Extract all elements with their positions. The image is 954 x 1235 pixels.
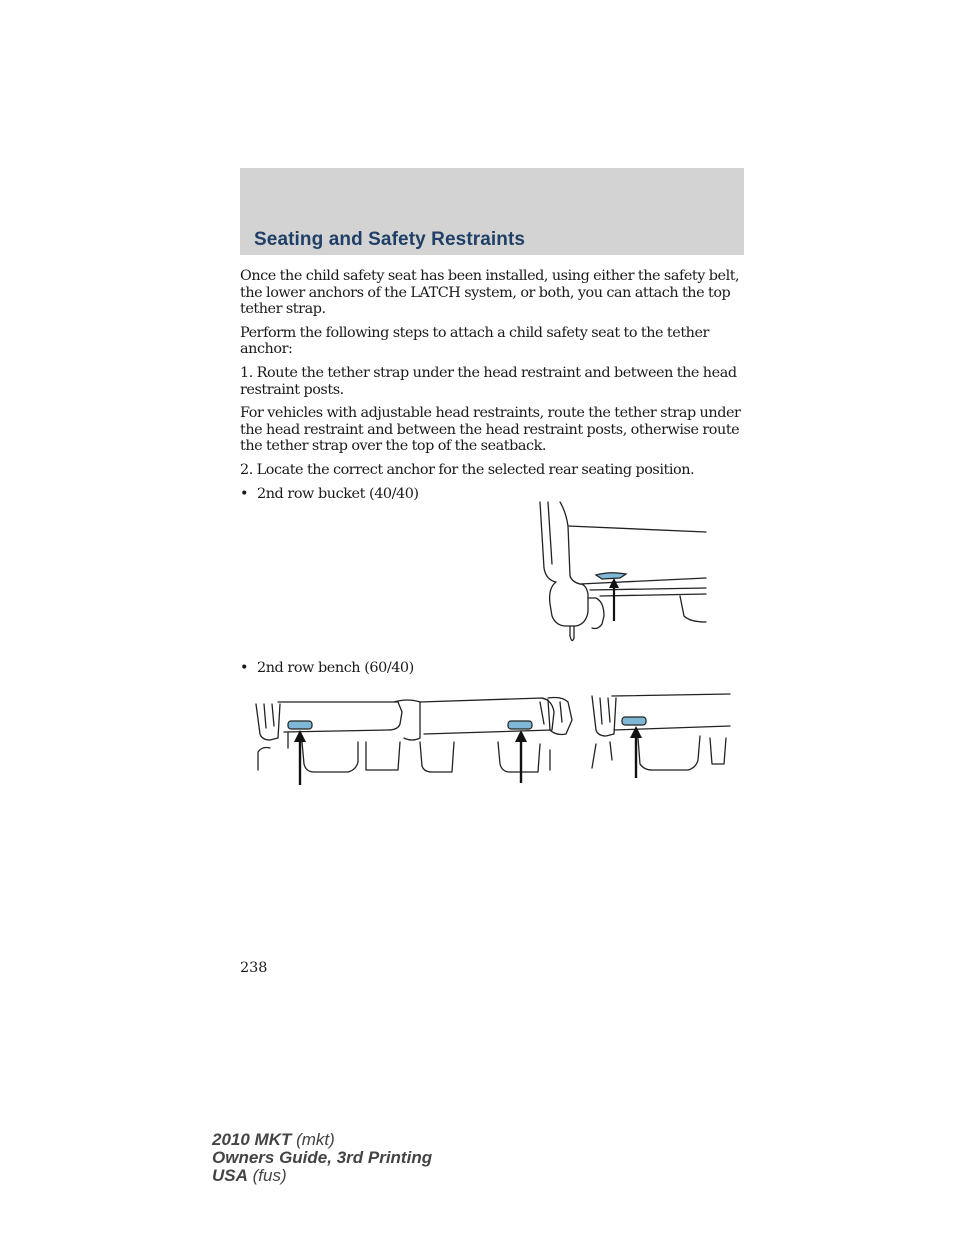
bullet-symbol: • xyxy=(240,486,249,502)
section-header-band xyxy=(240,168,744,255)
bullet-bench xyxy=(240,660,414,676)
tether-anchor-left-icon xyxy=(288,721,312,729)
footer-line-model: 2010 MKT (mkt) xyxy=(212,1130,335,1149)
arrow-up-icon xyxy=(630,726,642,738)
left-seat-side xyxy=(256,704,280,740)
seatback-edge-outer xyxy=(540,502,556,582)
tether-anchor-right-icon xyxy=(622,717,646,725)
paragraph-step-2: 2. Locate the correct anchor for the selected rear seating position. xyxy=(240,461,695,478)
bucket-seat-illustration xyxy=(530,498,712,648)
page-number: 238 xyxy=(240,960,268,976)
body-text xyxy=(240,268,744,486)
paragraph-intro: Once the child safety seat has been installed, using either the safety belt, the lower anchors of the LATCH system, or both, you can attach the top tether strap. xyxy=(240,268,740,318)
paragraph-step-1: 1. Route the tether strap under the head restraint and between the head restraint posts. xyxy=(240,364,737,398)
arrow-up-icon xyxy=(515,730,527,742)
bullet-bucket xyxy=(240,486,419,502)
paragraph-steps-intro: Perform the following steps to attach a child safety seat to the tether anchor: xyxy=(240,324,709,358)
footer-line-edition: Owners Guide, 3rd Printing xyxy=(212,1148,433,1167)
footer-line-market: USA (fus) xyxy=(212,1166,287,1185)
tether-anchor-icon xyxy=(596,573,626,579)
bullet-label: 2nd row bench (60/40) xyxy=(257,660,414,676)
bullet-label: 2nd row bucket (40/40) xyxy=(257,486,419,502)
section-title: Seating and Safety Restraints xyxy=(254,229,526,250)
paragraph-adjustable-note: For vehicles with adjustable head restraints, route the tether strap under the head restraint and between the head restraint posts, otherwise route the tether strap over the top of the seatback. xyxy=(240,405,741,455)
footer-doc-info xyxy=(212,1131,432,1185)
bench-seat-illustration xyxy=(248,690,732,790)
seatback-top-line xyxy=(568,526,706,532)
tether-anchor-center-icon xyxy=(508,721,532,729)
bullet-symbol: • xyxy=(240,660,249,676)
